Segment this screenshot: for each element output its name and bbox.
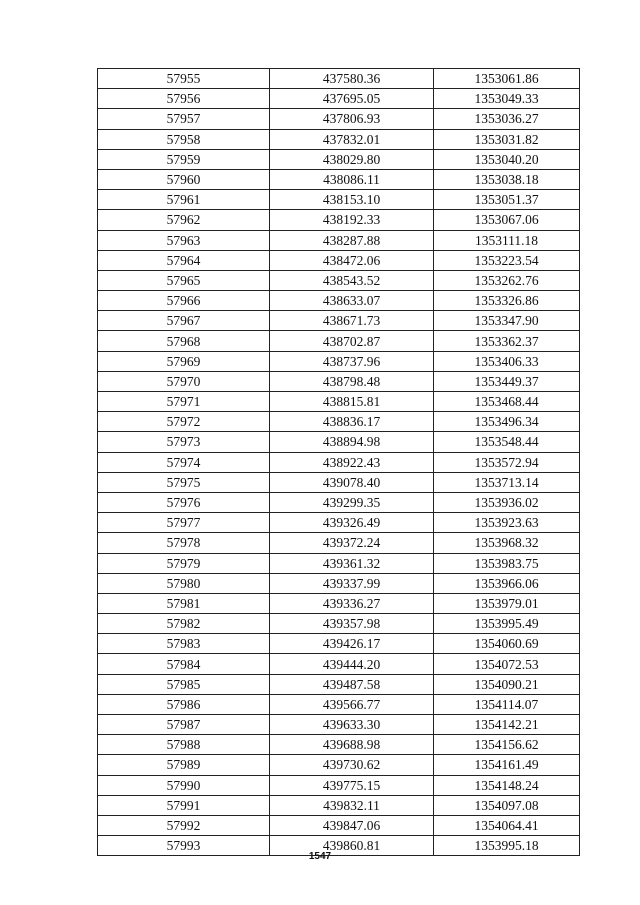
x-coordinate-cell: 439832.11 [270,795,434,815]
y-coordinate-cell: 1354060.69 [434,634,580,654]
table-row [98,331,580,351]
table-row [98,412,580,432]
x-coordinate-cell: 437806.93 [270,109,434,129]
point-id-cell: 57970 [98,371,270,391]
point-id-cell: 57975 [98,472,270,492]
x-coordinate-cell: 438671.73 [270,311,434,331]
x-coordinate-cell: 438472.06 [270,250,434,270]
y-coordinate-cell: 1353713.14 [434,472,580,492]
y-coordinate-cell: 1353406.33 [434,351,580,371]
y-coordinate-cell: 1353040.20 [434,149,580,169]
table-row [98,654,580,674]
y-coordinate-cell: 1353223.54 [434,250,580,270]
x-coordinate-cell: 438633.07 [270,291,434,311]
x-coordinate-cell: 439566.77 [270,694,434,714]
table-row [98,69,580,89]
point-id-cell: 57957 [98,109,270,129]
x-coordinate-cell: 438737.96 [270,351,434,371]
table-row [98,533,580,553]
table-row [98,149,580,169]
y-coordinate-cell: 1354161.49 [434,755,580,775]
y-coordinate-cell: 1353031.82 [434,129,580,149]
table-row [98,351,580,371]
point-id-cell: 57988 [98,735,270,755]
table-row [98,432,580,452]
y-coordinate-cell: 1353067.06 [434,210,580,230]
x-coordinate-cell: 438922.43 [270,452,434,472]
table-row [98,472,580,492]
x-coordinate-cell: 438086.11 [270,169,434,189]
x-coordinate-cell: 438287.88 [270,230,434,250]
point-id-cell: 57980 [98,573,270,593]
point-id-cell: 57983 [98,634,270,654]
y-coordinate-cell: 1354148.24 [434,775,580,795]
table-row [98,775,580,795]
x-coordinate-cell: 437695.05 [270,89,434,109]
y-coordinate-cell: 1354156.62 [434,735,580,755]
y-coordinate-cell: 1353995.49 [434,614,580,634]
x-coordinate-cell: 439847.06 [270,815,434,835]
point-id-cell: 57964 [98,250,270,270]
y-coordinate-cell: 1353968.32 [434,533,580,553]
point-id-cell: 57959 [98,149,270,169]
x-coordinate-cell: 439357.98 [270,614,434,634]
table-row [98,593,580,613]
table-row [98,169,580,189]
point-id-cell: 57991 [98,795,270,815]
y-coordinate-cell: 1354114.07 [434,694,580,714]
point-id-cell: 57976 [98,492,270,512]
y-coordinate-cell: 1353936.02 [434,492,580,512]
y-coordinate-cell: 1353995.18 [434,836,580,856]
table-row [98,230,580,250]
point-id-cell: 57971 [98,392,270,412]
table-row [98,755,580,775]
x-coordinate-cell: 439326.49 [270,513,434,533]
x-coordinate-cell: 439299.35 [270,492,434,512]
x-coordinate-cell: 439078.40 [270,472,434,492]
x-coordinate-cell: 439633.30 [270,715,434,735]
y-coordinate-cell: 1353362.37 [434,331,580,351]
table-row [98,795,580,815]
y-coordinate-cell: 1354090.21 [434,674,580,694]
y-coordinate-cell: 1354142.21 [434,715,580,735]
y-coordinate-cell: 1353038.18 [434,169,580,189]
point-id-cell: 57955 [98,69,270,89]
table-row [98,815,580,835]
table-row [98,250,580,270]
point-id-cell: 57989 [98,755,270,775]
x-coordinate-cell: 439426.17 [270,634,434,654]
point-id-cell: 57978 [98,533,270,553]
point-id-cell: 57960 [98,169,270,189]
table-row [98,614,580,634]
table-row [98,573,580,593]
y-coordinate-cell: 1353449.37 [434,371,580,391]
x-coordinate-cell: 438702.87 [270,331,434,351]
y-coordinate-cell: 1354072.53 [434,654,580,674]
table-row [98,270,580,290]
table-row [98,371,580,391]
point-id-cell: 57981 [98,593,270,613]
x-coordinate-cell: 438894.98 [270,432,434,452]
y-coordinate-cell: 1353326.86 [434,291,580,311]
point-id-cell: 57967 [98,311,270,331]
point-id-cell: 57963 [98,230,270,250]
x-coordinate-cell: 439361.32 [270,553,434,573]
table-row [98,109,580,129]
point-id-cell: 57969 [98,351,270,371]
y-coordinate-cell: 1353966.06 [434,573,580,593]
table-row [98,190,580,210]
table-row [98,492,580,512]
x-coordinate-cell: 439372.24 [270,533,434,553]
table-row [98,89,580,109]
x-coordinate-cell: 439444.20 [270,654,434,674]
table-row [98,210,580,230]
table-row [98,715,580,735]
y-coordinate-cell: 1353051.37 [434,190,580,210]
y-coordinate-cell: 1353036.27 [434,109,580,129]
x-coordinate-cell: 437832.01 [270,129,434,149]
y-coordinate-cell: 1353572.94 [434,452,580,472]
x-coordinate-cell: 439860.81 [270,836,434,856]
x-coordinate-cell: 438543.52 [270,270,434,290]
point-id-cell: 57962 [98,210,270,230]
x-coordinate-cell: 439775.15 [270,775,434,795]
point-id-cell: 57982 [98,614,270,634]
point-id-cell: 57973 [98,432,270,452]
point-id-cell: 57985 [98,674,270,694]
point-id-cell: 57977 [98,513,270,533]
point-id-cell: 57979 [98,553,270,573]
y-coordinate-cell: 1353262.76 [434,270,580,290]
y-coordinate-cell: 1353049.33 [434,89,580,109]
x-coordinate-cell: 439730.62 [270,755,434,775]
x-coordinate-cell: 439487.58 [270,674,434,694]
point-id-cell: 57992 [98,815,270,835]
x-coordinate-cell: 439688.98 [270,735,434,755]
y-coordinate-cell: 1353061.86 [434,69,580,89]
y-coordinate-cell: 1353468.44 [434,392,580,412]
point-id-cell: 57972 [98,412,270,432]
x-coordinate-cell: 439336.27 [270,593,434,613]
x-coordinate-cell: 438798.48 [270,371,434,391]
x-coordinate-cell: 439337.99 [270,573,434,593]
y-coordinate-cell: 1354064.41 [434,815,580,835]
point-id-cell: 57984 [98,654,270,674]
x-coordinate-cell: 438815.81 [270,392,434,412]
x-coordinate-cell: 438153.10 [270,190,434,210]
y-coordinate-cell: 1353548.44 [434,432,580,452]
table-row [98,392,580,412]
y-coordinate-cell: 1353983.75 [434,553,580,573]
point-id-cell: 57986 [98,694,270,714]
y-coordinate-cell: 1354097.08 [434,795,580,815]
point-id-cell: 57961 [98,190,270,210]
table-row [98,694,580,714]
table-row [98,553,580,573]
x-coordinate-cell: 437580.36 [270,69,434,89]
y-coordinate-cell: 1353111.18 [434,230,580,250]
y-coordinate-cell: 1353979.01 [434,593,580,613]
coordinate-table-body [98,69,580,856]
table-row [98,311,580,331]
point-id-cell: 57968 [98,331,270,351]
y-coordinate-cell: 1353923.63 [434,513,580,533]
table-row [98,291,580,311]
point-id-cell: 57965 [98,270,270,290]
point-id-cell: 57993 [98,836,270,856]
point-id-cell: 57958 [98,129,270,149]
table-row [98,513,580,533]
page-number: 1547 [308,851,332,862]
table-row [98,674,580,694]
point-id-cell: 57974 [98,452,270,472]
point-id-cell: 57956 [98,89,270,109]
x-coordinate-cell: 438192.33 [270,210,434,230]
table-row [98,634,580,654]
point-id-cell: 57990 [98,775,270,795]
x-coordinate-cell: 438836.17 [270,412,434,432]
coordinate-table [97,68,580,856]
point-id-cell: 57966 [98,291,270,311]
table-row [98,129,580,149]
table-row [98,735,580,755]
table-row [98,452,580,472]
y-coordinate-cell: 1353347.90 [434,311,580,331]
y-coordinate-cell: 1353496.34 [434,412,580,432]
point-id-cell: 57987 [98,715,270,735]
x-coordinate-cell: 438029.80 [270,149,434,169]
